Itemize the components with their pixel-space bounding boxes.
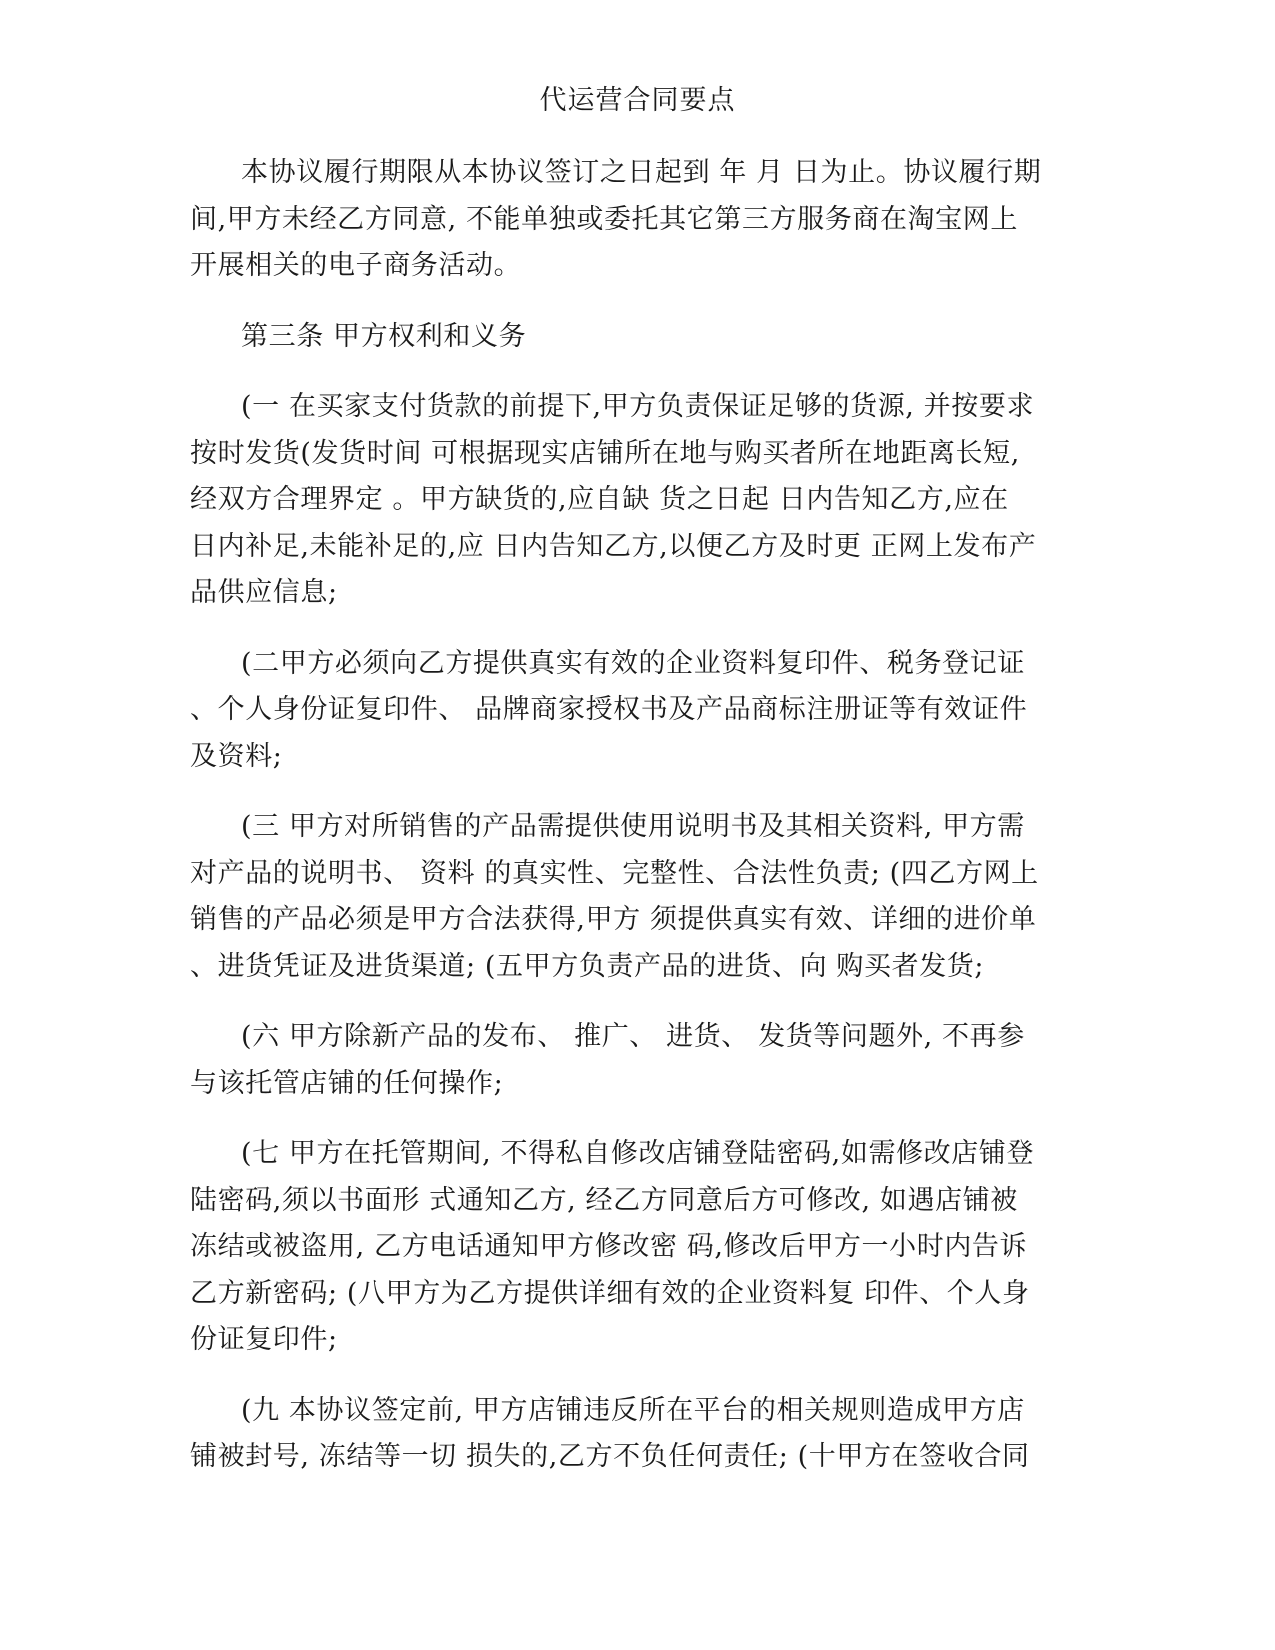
paragraph: [190, 1131, 1083, 1364]
paragraph-line: 经双方合理界定 。甲方缺货的,应自缺 货之日起 日内告知乙方,应在: [190, 484, 1009, 515]
paragraph-line: 按时发货(发货时间 可根据现实店铺所在地与购买者所在地距离长短,: [190, 437, 1020, 469]
paragraph-line: 开展相关的电子商务活动。: [190, 250, 522, 281]
paragraph-line: 、个人身份证复印件、 品牌商家授权书及产品商标注册证等有效证件: [190, 694, 1028, 725]
paragraph-line: (九 本协议签定前, 甲方店铺违反所在平台的相关规则造成甲方店: [241, 1394, 1025, 1426]
paragraph-line: 及资料;: [190, 740, 283, 772]
paragraph: [190, 1014, 1083, 1107]
paragraph: [190, 314, 1083, 361]
paragraph-line: 品供应信息;: [190, 577, 338, 608]
paragraph-line: 乙方新密码; (八甲方为乙方提供详细有效的企业资料复 印件、个人身: [190, 1277, 1030, 1309]
paragraph: [190, 1388, 1083, 1481]
paragraph-line: 间,甲方未经乙方同意, 不能单独或委托其它第三方服务商在淘宝网上: [190, 203, 1018, 235]
paragraph: [190, 150, 1083, 290]
document-body: [190, 150, 1083, 1505]
paragraph-line: (一 在买家支付货款的前提下,甲方负责保证足够的货源, 并按要求: [241, 391, 1035, 422]
paragraph-line: (三 甲方对所销售的产品需提供使用说明书及其相关资料, 甲方需: [241, 811, 1025, 842]
paragraph-line: 、进货凭证及进货渠道; (五甲方负责产品的进货、向 购买者发货;: [190, 950, 985, 982]
paragraph-line: 销售的产品必须是甲方合法获得,甲方 须提供真实有效、详细的进价单: [190, 904, 1037, 935]
paragraph-line: 陆密码,须以书面形 式通知乙方, 经乙方同意后方可修改, 如遇店铺被: [190, 1184, 1018, 1216]
document-title: 代运营合同要点: [539, 85, 736, 116]
paragraph-line: (六 甲方除新产品的发布、 推广、 进货、 发货等问题外, 不再参: [241, 1021, 1025, 1052]
paragraph-line: 冻结或被盗用, 乙方电话通知甲方修改密 码,修改后甲方一小时内告诉: [190, 1231, 1028, 1262]
paragraph-line: 份证复印件;: [190, 1324, 338, 1355]
paragraph-line: 日内补足,未能补足的,应 日内告知乙方,以便乙方及时更 正网上发布产: [190, 530, 1037, 562]
paragraph: [190, 641, 1083, 781]
paragraph: [190, 384, 1083, 617]
paragraph-line: 与该托管店铺的任何操作;: [190, 1067, 504, 1099]
paragraph-line: 本协议履行期限从本协议签订之日起到 年 月 日为止。协议履行期: [241, 157, 1042, 188]
paragraph: [190, 804, 1083, 990]
paragraph-line: (二甲方必须向乙方提供真实有效的企业资料复印件、税务登记证: [241, 647, 1025, 679]
paragraph-line: 第三条 甲方权利和义务: [241, 320, 527, 352]
paragraph-line: 铺被封号, 冻结等一切 损失的,乙方不负任何责任; (十甲方在签收合同: [190, 1441, 1030, 1472]
paragraph-line: 对产品的说明书、 资料 的真实性、完整性、合法性负责; (四乙方网上: [190, 857, 1039, 889]
paragraph-line: (七 甲方在托管期间, 不得私自修改店铺登陆密码,如需修改店铺登: [241, 1138, 1035, 1169]
